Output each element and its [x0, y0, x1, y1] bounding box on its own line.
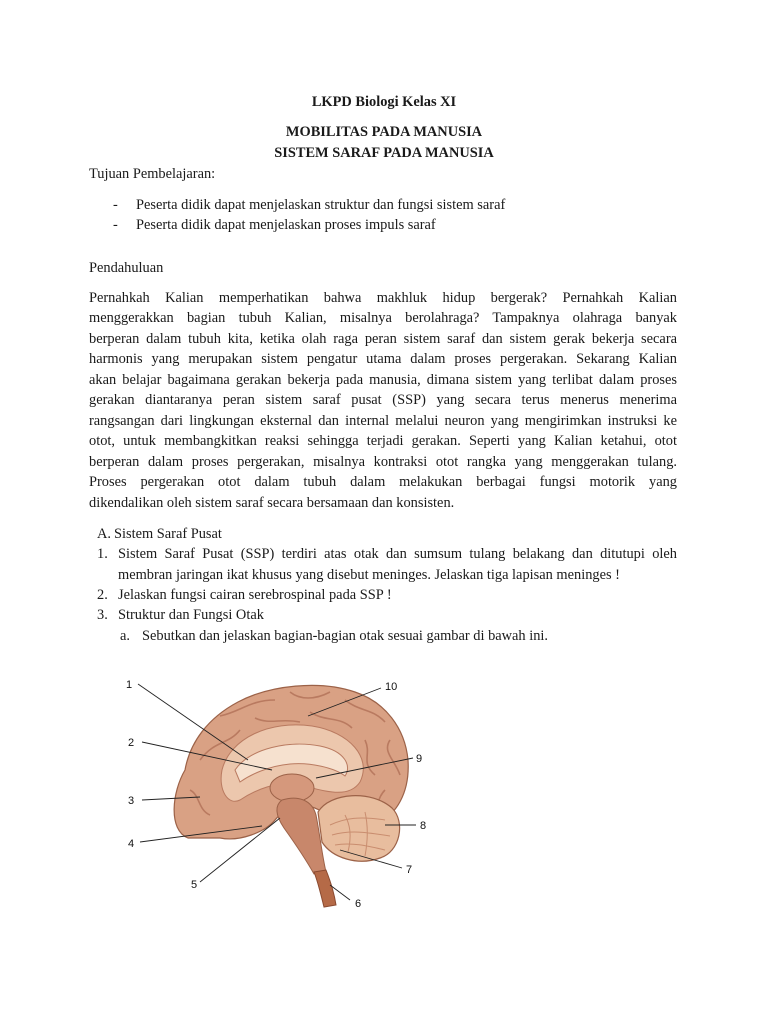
intro-line: harmonis yang merupakan sistem pengatur utama dalam proses pergerakan. Sekarang Kalian [89, 351, 677, 367]
intro-line: rangsangan dari lingkungan eksternal dan internal melalui neuron yang mengirimkan instruksi ke [89, 413, 677, 429]
item-number: 2. [97, 587, 108, 603]
objectives-heading: Tujuan Pembelajaran: [89, 166, 216, 182]
intro-line: Pernahkah Kalian memperhatikan bahwa makhluk hidup bergerak? Pernahkah Kalian [89, 290, 677, 306]
intro-line: Proses pergerakan otot dalam tubuh dalam melakukan berbagai fungsi motorik yang [89, 474, 677, 490]
intro-heading: Pendahuluan [89, 260, 164, 276]
figure-label: 10 [385, 681, 398, 693]
figure-label: 6 [355, 898, 362, 910]
sub-item-text: Sebutkan dan jelaskan bagian-bagian otak sesuai gambar di bawah ini. [142, 628, 549, 644]
item-number: 1. [97, 546, 108, 562]
intro-line: dikendalikan oleh sistem saraf secara bersamaan dan konsisten. [89, 495, 455, 511]
figure-label: 7 [406, 864, 413, 876]
objective-item: Peserta didik dapat menjelaskan struktur dan fungsi sistem saraf [136, 197, 506, 213]
document-subtitle-1: MOBILITAS PADA MANUSIA [285, 124, 483, 140]
section-heading: Sistem Saraf Pusat [114, 526, 222, 542]
intro-line: otot, untuk membangkitkan reaksi sehingga terjadi gerakan. Seperti yang Kalian ketahui, otot [89, 433, 677, 449]
item-line: Sistem Saraf Pusat (SSP) terdiri atas otak dan sumsum tulang belakang dan ditutupi oleh [118, 546, 677, 562]
figure-label: 8 [420, 820, 427, 832]
figure-label: 4 [128, 838, 135, 850]
figure-label: 9 [416, 753, 423, 765]
figure-label: 5 [191, 879, 198, 891]
intro-line: menggerakkan bagian tubuh Kalian, misalnya berolahraga? Tampaknya olahraga banyak [89, 310, 677, 326]
intro-line: berperan dalam proses pergerakan, misalnya kontraksi otot rangka yang menggerakan tulang. [89, 454, 677, 470]
figure-label: 1 [126, 679, 133, 691]
document-subtitle-2: SISTEM SARAF PADA MANUSIA [274, 145, 494, 161]
item-line: Struktur dan Fungsi Otak [118, 607, 264, 623]
document-title: LKPD Biologi Kelas XI [311, 94, 457, 110]
section-marker: A. [97, 526, 111, 542]
brain-diagram [110, 665, 440, 915]
item-number: 3. [97, 607, 108, 623]
objective-item: Peserta didik dapat menjelaskan proses impuls saraf [136, 217, 436, 233]
spinal-cord-shape [314, 870, 336, 907]
bullet-marker: - [113, 197, 118, 213]
intro-line: berperan dalam tubuh kita, ketika olah raga peran sistem saraf dan sistem gerak bekerja secara [89, 331, 677, 347]
bullet-marker: - [113, 217, 118, 233]
intro-line: gerakan diantaranya peran sistem saraf pusat (SSP) yang secara terus menerus menerima [89, 392, 677, 408]
item-line: Jelaskan fungsi cairan serebrospinal pada SSP ! [118, 587, 392, 603]
sub-item-marker: a. [120, 628, 130, 644]
intro-line: akan belajar bagaimana gerakan bekerja pada manusia, dimana sistem yang terlibat dalam proses [89, 372, 677, 388]
figure-label: 2 [128, 737, 135, 749]
figure-label: 3 [128, 795, 135, 807]
cerebellum-shape [318, 796, 400, 861]
item-line: membran jaringan ikat khusus yang disebut meninges. Jelaskan tiga lapisan meninges ! [118, 567, 620, 583]
